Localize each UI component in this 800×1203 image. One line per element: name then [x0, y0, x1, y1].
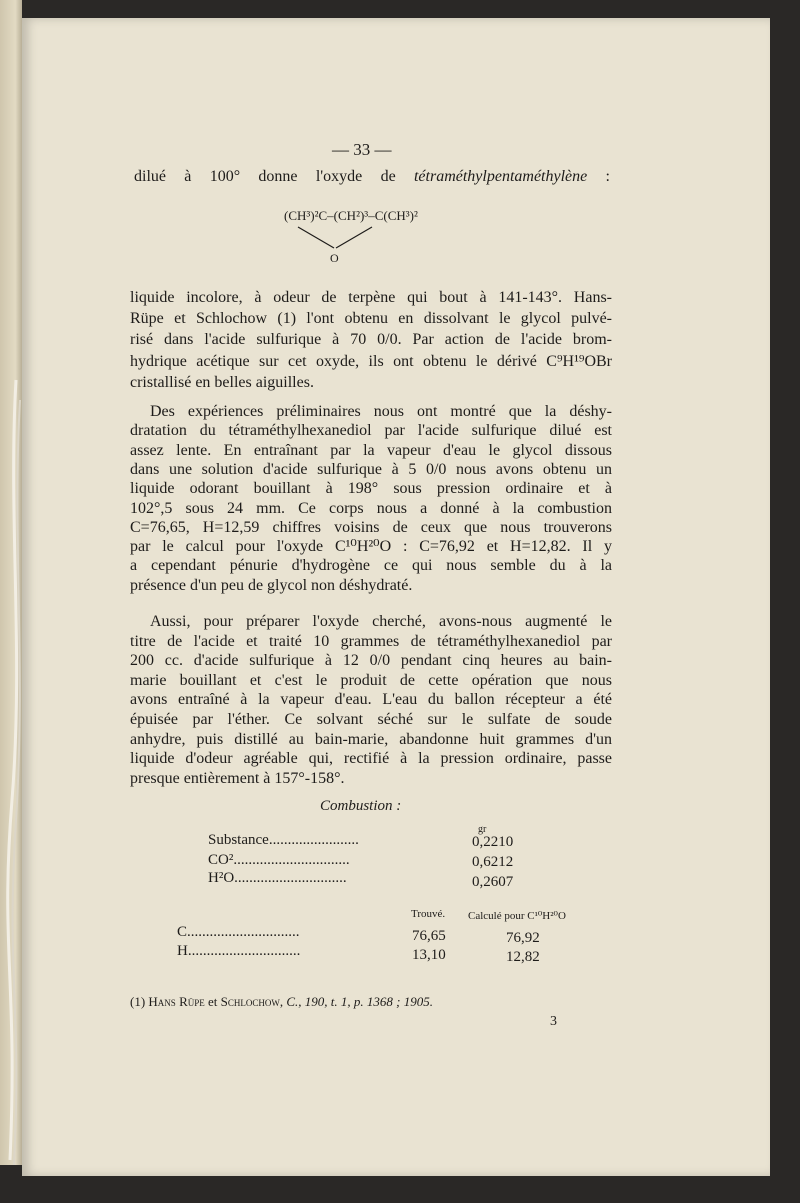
body-line: dans une solution d'acide sulfurique à 5 0/0 nous avons obtenu un [130, 460, 612, 478]
body-line: avons entraîné à la vapeur d'eau. L'eau du ballon récepteur a été [130, 691, 612, 709]
formula-top: (CH³)²C–(CH²)³–C(CH³)² [284, 208, 418, 223]
intro-line: dilué à 100° donne l'oxyde de tétraméthylpentaméthylène : [134, 168, 611, 185]
body-line: assez lente. En entraînant par la vapeur d'eau le glycol dissous [130, 441, 612, 459]
bond-left [298, 227, 334, 248]
combustion-title: Combustion : [320, 798, 402, 814]
body-line: Rüpe et Schlochow (1) l'ont obtenu en dissolvant le glycol pulvé- [130, 310, 612, 328]
result-found: 13,10 [412, 947, 446, 963]
body-line: hydrique acétique sur cet oxyde, ils ont obtenu le dérivé C⁹H¹⁹OBr [130, 352, 612, 370]
body-line: 102°,5 sous 24 mm. Ce corps nous a donné à la combustion [130, 499, 612, 517]
body-line: cristallisé en belles aiguilles. [130, 373, 314, 391]
bond-right [336, 227, 372, 248]
combustion-value: 0,6212 [472, 854, 514, 870]
result-calc: 12,82 [506, 949, 540, 965]
body-line: Des expériences préliminaires nous ont montré que la déshy- [150, 403, 612, 420]
body-line: anhydre, puis distillé au bain-marie, abandonne huit grammes d'un [130, 730, 612, 748]
structural-formula [22, 18, 770, 298]
results-header-found: Trouvé. [411, 908, 446, 920]
combustion-value: 0,2607 [472, 874, 514, 890]
result-found: 76,65 [412, 928, 446, 944]
combustion-row: H²O.............................. [208, 870, 347, 886]
body-line: 200 cc. d'acide sulfurique à 12 0/0 pendant cinq heures au bain- [130, 652, 612, 670]
body-line: présence d'un peu de glycol non déshydraté. [130, 576, 413, 594]
page-number: — 33 — [332, 140, 392, 159]
body-line: épuisée par l'éther. Ce solvant séché sur le sulfate de soude [130, 711, 612, 728]
combustion-row: Substance........................ [208, 832, 359, 848]
body-line: C=76,65, H=12,59 chiffres voisins de ceux que nous trouverons [130, 518, 612, 536]
body-line: liquide odorant bouillant à 198° sous pression ordinaire et à [130, 480, 612, 498]
body-line: dratation du tétraméthylhexanediol par l'acide sulfurique dilué est [130, 422, 612, 440]
body-line: presque entièrement à 157°-158°. [130, 769, 345, 787]
body-line: liquide incolore, à odeur de terpène qui bout à 141-143°. Hans- [130, 289, 612, 306]
binding-thread [0, 0, 28, 1165]
footnote: (1) Hans Rüpe et Schlochow, C., 190, t. 1, p. 1368 ; 1905. [130, 994, 433, 1009]
body-line: a cependant pénurie d'hydrogène ce qui nous semble du à la [130, 557, 612, 575]
body-line: marie bouillant et c'est le produit de cette opération que nous [130, 671, 612, 689]
body-line: Aussi, pour préparer l'oxyde cherché, avons-nous augmenté le [150, 613, 612, 630]
results-row: C.............................. [177, 924, 300, 940]
combustion-value: 0,2210 [472, 834, 514, 850]
results-header-calc: Calculé pour C¹⁰H²⁰O [468, 910, 566, 922]
combustion-unit: gr [478, 824, 487, 835]
formula-oxygen: O [330, 251, 339, 265]
body-line: liquide d'odeur agréable qui, rectifié à la pression ordinaire, passe [130, 750, 612, 768]
signature-mark: 3 [550, 1014, 557, 1029]
body-line: titre de l'acide et traité 10 grammes de tétraméthylhexanediol par [130, 632, 612, 650]
body-line: par le calcul pour l'oxyde C¹⁰H²⁰O : C=76,92 et H=12,82. Il y [130, 538, 612, 556]
result-calc: 76,92 [506, 930, 540, 946]
results-row: H.............................. [177, 943, 301, 959]
document-page [22, 18, 770, 1176]
combustion-row: CO²............................... [208, 852, 350, 868]
body-line: risé dans l'acide sulfurique à 70 0/0. Par action de l'acide brom- [130, 331, 612, 349]
